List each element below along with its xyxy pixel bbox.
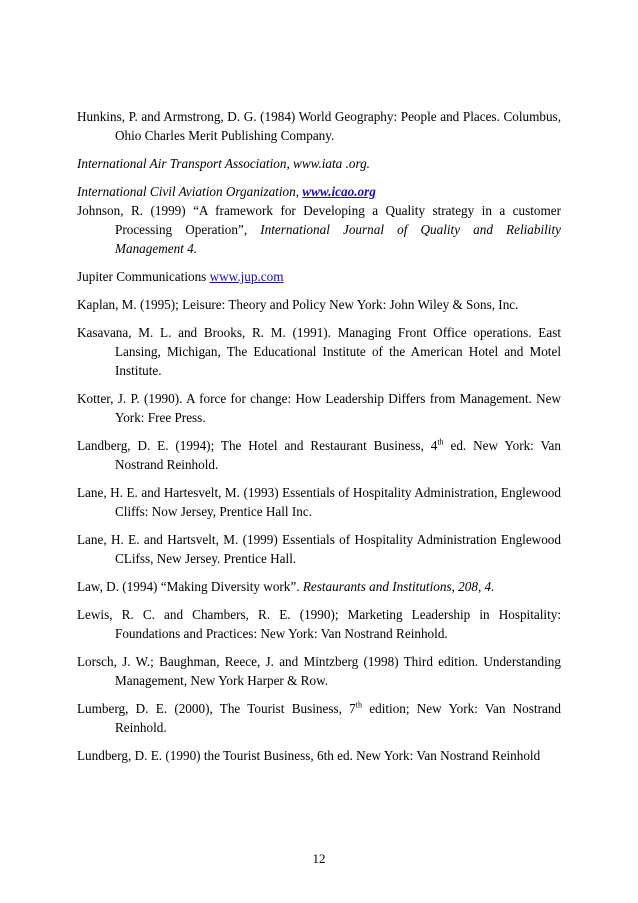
ref-law-text: Law, D. (1994) “Making Diversity work”. [77,579,300,594]
ref-lorsch: Lorsch, J. W.; Baughman, Reece, J. and Mintzberg (1998) Third edition. Understanding Management, New York Harper & Row. [77,654,561,688]
ref-johnson-text: Johnson, R. (1999) “A framework for Developing a Quality strategy in a customer Processing Operation”, [77,203,561,237]
ref-hunkins: Hunkins, P. and Armstrong, D. G. (1984) World Geography: People and Places. Columbus, Ohio Charles Merit Publishing Company. [77,109,561,143]
ref-lumberg-text: Lumberg, D. E. (2000), The Tourist Business, 7 [77,701,356,716]
ref-landberg [77,436,561,474]
ref-lewis: Lewis, R. C. and Chambers, R. E. (1990); Marketing Leadership in Hospitality: Foundations and Practices: New York: Van Nostrand Reinhold. [77,607,561,641]
ref-jupiter [77,267,561,286]
ref-johnson [77,201,561,258]
ref-lumberg-sup: th [355,700,362,710]
ref-landberg-rest: ed. New York: Van Nostrand Reinhold. [115,438,561,472]
ref-landberg-text: Landberg, D. E. (1994); The Hotel and Restaurant Business, 4 [77,438,438,453]
ref-lundberg: Lundberg, D. E. (1990) the Tourist Business, 6th ed. New York: Van Nostrand Reinhold [77,748,541,763]
ref-law-journal: Restaurants and Institutions, 208, 4. [302,579,495,594]
ref-jupiter-text: Jupiter Communications [77,269,207,284]
ref-law [77,577,561,596]
ref-lumberg-rest: edition; New York: Van Nostrand Reinhold. [115,701,562,735]
reference-list [77,107,561,774]
ref-kotter: Kotter, J. P. (1990). A force for change: How Leadership Differs from Management. New York: Free Press. [77,391,561,425]
icao-link[interactable]: www.icao.org [302,184,376,199]
jupiter-link[interactable]: www.jup.com [209,269,284,284]
ref-lane-1993: Lane, H. E. and Hartesvelt, M. (1993) Essentials of Hospitality Administration, Englewood Cliffs: Now Jersey, Prentice Hall Inc. [77,485,561,519]
ref-iata: International Air Transport Association, www.iata .org. [77,156,370,171]
ref-icao-text: International Civil Aviation Organization, [77,184,299,199]
ref-kasavana: Kasavana, M. L. and Brooks, R. M. (1991). Managing Front Office operations. East Lansing, Michigan, The Educational Institute of the American Hotel and Motel Institute. [77,325,561,378]
ref-lumberg [77,699,561,737]
ref-johnson-journal: International Journal of Quality and Reliability Management 4. [115,222,561,256]
page-number: 12 [312,851,326,866]
ref-lane-1999: Lane, H. E. and Hartsvelt, M. (1999) Essentials of Hospitality Administration Englewood CLifss, New Jersey. Prentice Hall. [77,532,561,566]
ref-kaplan: Kaplan, M. (1995); Leisure: Theory and Policy New York: John Wiley & Sons, Inc. [77,297,519,312]
ref-landberg-sup: th [437,437,444,447]
ref-icao [77,182,561,201]
